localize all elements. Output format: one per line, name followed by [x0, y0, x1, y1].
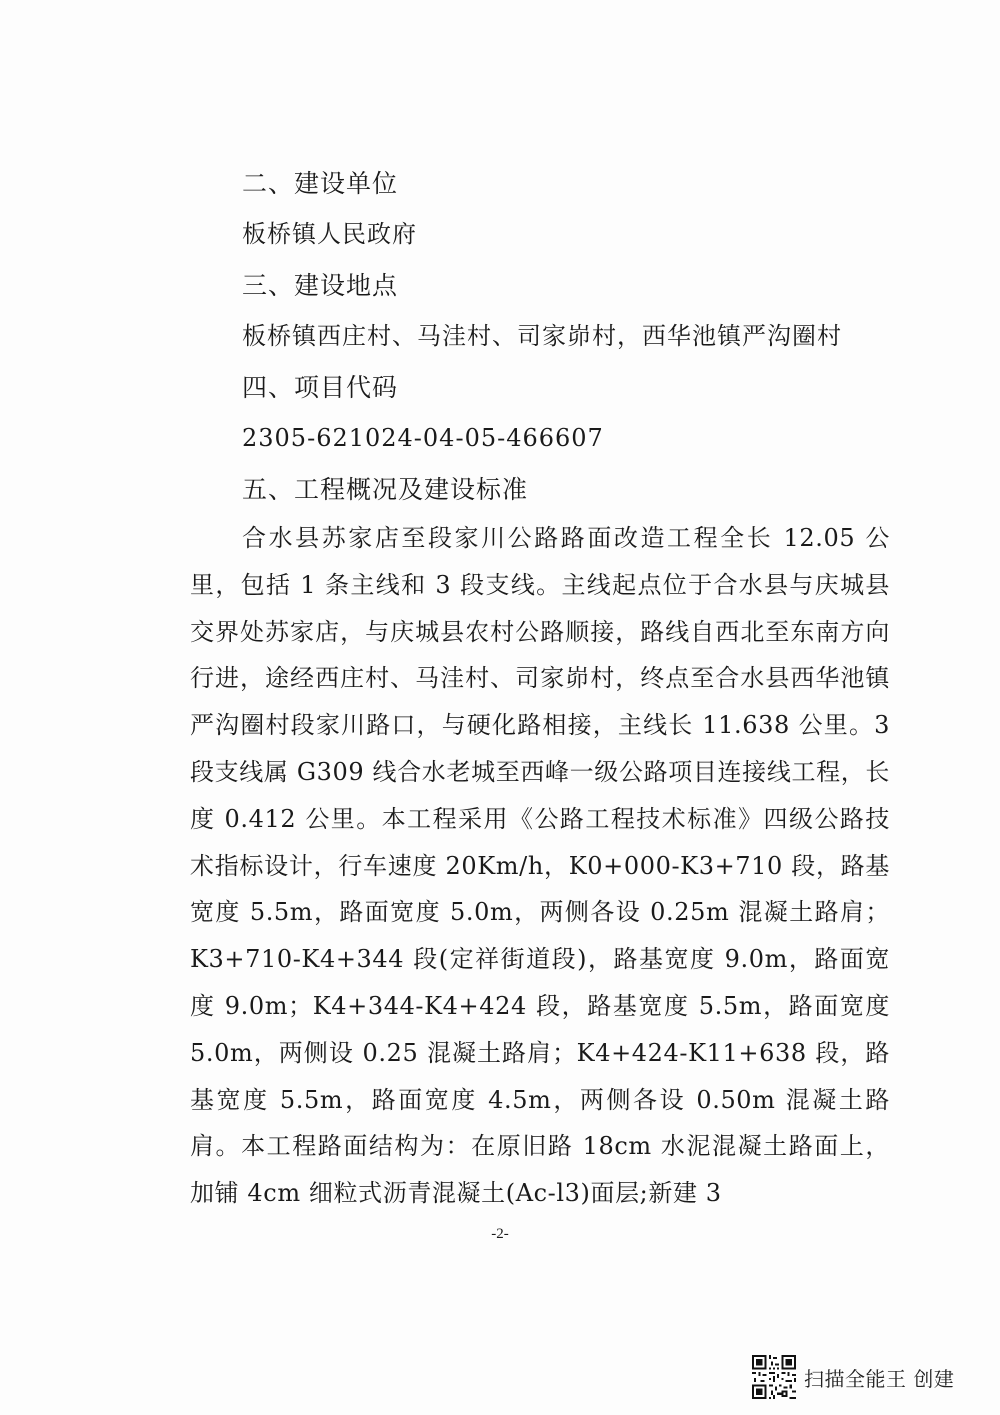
project-code-value: 2305-621024-04-05-466607	[242, 424, 604, 452]
section-heading-construction-site: 三、建设地点	[242, 271, 399, 300]
construction-unit-value: 板桥镇人民政府	[242, 220, 417, 248]
page-number: -2-	[491, 1226, 509, 1242]
scanner-watermark	[752, 1352, 954, 1402]
section-heading-project-overview: 五、工程概况及建设标准	[242, 475, 529, 504]
document-content	[190, 158, 890, 1217]
section-heading-construction-unit: 二、建设单位	[242, 169, 399, 198]
section-heading-project-code: 四、项目代码	[242, 373, 399, 402]
scanner-watermark-label: 扫描全能王 创建	[804, 1366, 955, 1391]
project-overview-paragraph: 合水县苏家店至段家川公路路面改造工程全长 12.05 公里，包括 1 条主线和 3 段支线。主线起点位于合水县与庆城县交界处苏家店，与庆城县农村公路顺接，路线自西北至东南方向行进，途经西庄村、马洼村、司家峁村，终点至合水县西华池镇严沟圈村段家川路口，与硬化路相接，主线长 11.638 公里。3 段支线属 G309 线合水老城至西峰一级公路项目连接线工程，长度 0.412 公里。本工程采用《公路工程技术标准》四级公路技术指标设计，行车速度 20Km/h，K0+000-K3+710 段，路基宽度 5.5m，路面宽度 5.0m，两侧各设 0.25m 混凝土路肩；K3+710-K4+344 段(定祥街道段)，路基宽度 9.0m，路面宽度 9.0m；K4+344-K4+424 段，路基宽度 5.5m，路面宽度 5.0m，两侧设 0.25 混凝土路肩；K4+424-K11+638 段，路基宽度 5.5m，路面宽度 4.5m，两侧各设 0.50m 混凝土路肩。本工程路面结构为：在原旧路 18cm 水泥混凝土路面上，加铺 4cm 细粒式沥青混凝土(Ac-l3)面层;新建 3	[190, 524, 890, 1208]
qr-code-icon	[752, 1355, 796, 1399]
construction-site-value: 板桥镇西庄村、马洼村、司家峁村，西华池镇严沟圈村	[242, 322, 842, 350]
